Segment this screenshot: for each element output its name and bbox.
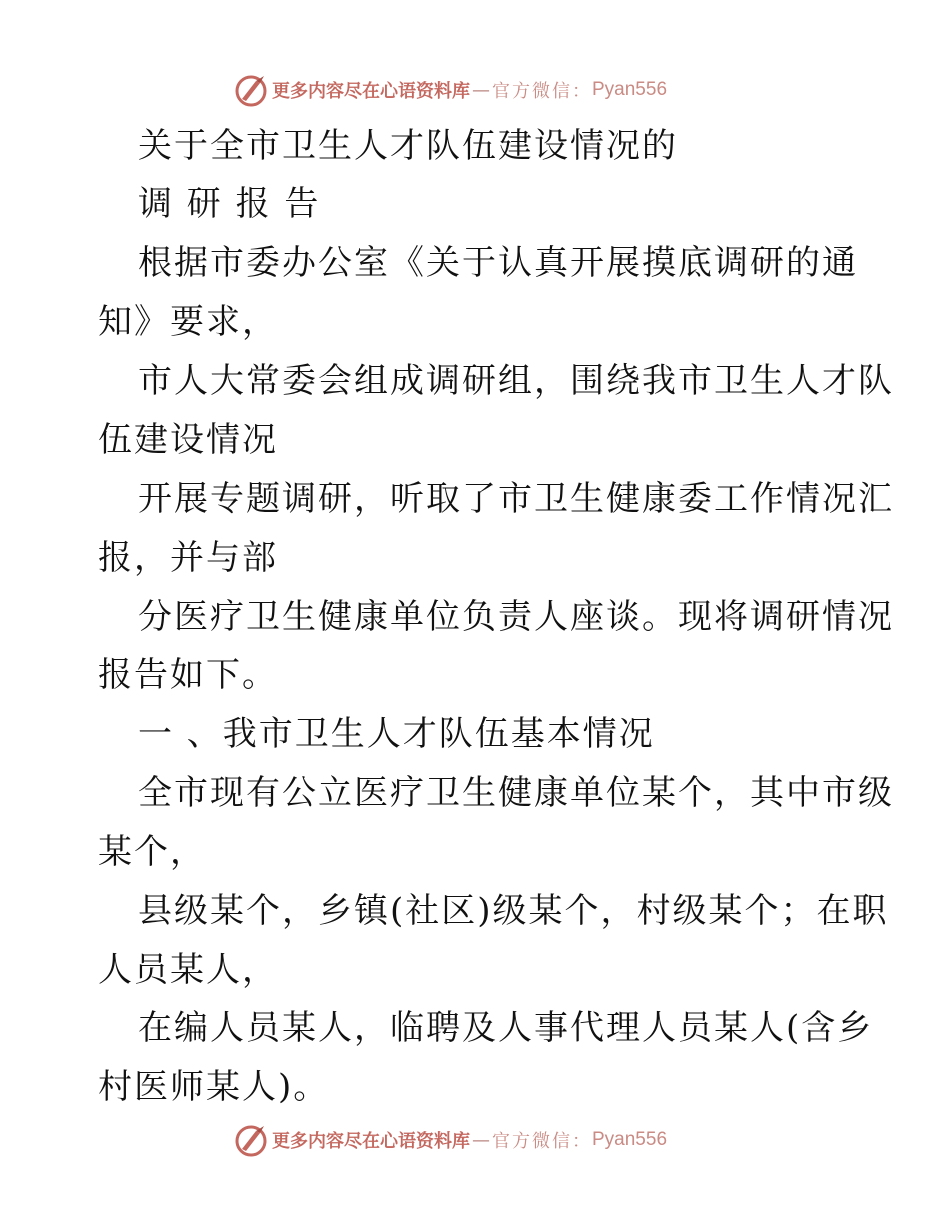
paragraph-line: 报，并与部 [98,538,278,578]
watermark-id-text: Pyan556 [592,79,668,100]
watermark-sub-text: 官方微信： [492,81,592,102]
paragraph-line: 市人大常委会组成调研组，围绕我市卫生人才队 [138,361,894,401]
paragraph-line: 村医师某人)。 [98,1067,330,1107]
paragraph-line: 某个， [98,832,206,872]
paragraph-line: 县级某个，乡镇(社区)级某个，村级某个；在职 [138,891,889,931]
watermark-main-text: 更多内容尽在心语资料库 [272,1131,470,1152]
title-line-2: 调 研 报 告 [138,184,321,224]
paragraph-line: 根据市委办公室《关于认真开展摸底调研的通 [138,243,858,283]
paragraph-line: 报告如下。 [98,655,278,695]
quill-logo-icon [234,1123,268,1157]
title-line-1: 关于全市卫生人才队伍建设情况的 [138,126,678,166]
paragraph-line: 伍建设情况 [98,420,278,460]
watermark-main-text: 更多内容尽在心语资料库 [272,81,470,102]
paragraph-line: 开展专题调研，听取了市卫生健康委工作情况汇 [138,479,894,519]
paragraph-line: 在编人员某人，临聘及人事代理人员某人(含乡 [138,1008,874,1048]
header-watermark [234,70,667,110]
quill-logo-icon [234,73,268,107]
paragraph-line: 全市现有公立医疗卫生健康单位某个，其中市级 [138,773,894,813]
paragraph-line: 人员某人， [98,950,278,990]
watermark-separator: — [472,1129,490,1151]
footer-watermark [234,1120,667,1160]
watermark-separator: — [472,79,490,101]
section-heading: 一 、我市卫生人才队伍基本情况 [138,714,655,754]
watermark-id-text: Pyan556 [592,1129,668,1150]
paragraph-line: 知》要求， [98,302,278,342]
watermark-sub-text: 官方微信： [492,1131,592,1152]
paragraph-line: 分医疗卫生健康单位负责人座谈。现将调研情况 [138,597,894,637]
